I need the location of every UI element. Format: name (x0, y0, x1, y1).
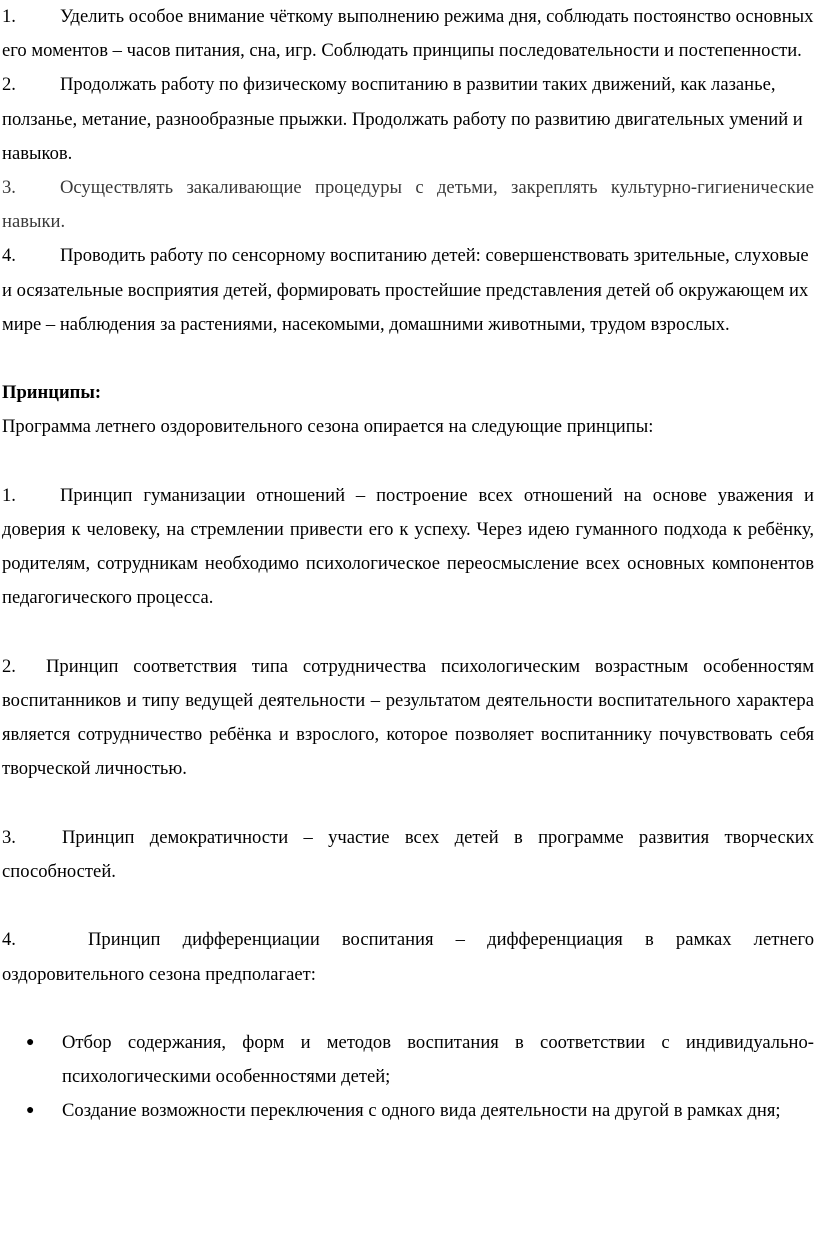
task-number: 4. (2, 245, 16, 267)
task-text: Осуществлять закаливающие процедуры с детьми, закреплять культурно-гигиенические навыки. (2, 177, 814, 233)
bullet-text: Создание возможности переключения с одного вида деятельности на другой в рамках дня; (62, 1100, 781, 1122)
task-number: 3. (2, 177, 16, 199)
task-number: 2. (2, 74, 16, 96)
principle-number: 3. (2, 826, 16, 848)
principle-number: 4. (2, 929, 16, 951)
principle-item (2, 821, 814, 889)
task-number: 1. (2, 6, 16, 27)
task-item (2, 171, 814, 239)
principle-text: Принцип гуманизации отношений – построение всех отношений на основе уважения и доверия к человеку, на стремлении привести его к успеху. Через идею гуманного подхода к ребёнку, родителям, сотрудникам необходимо психологическое переосмысление всех основных компонентов педагогического процесса. (2, 484, 814, 609)
bullet-icon: ● (26, 1103, 35, 1119)
bullet-text: Отбор содержания, форм и методов воспитания в соответствии с индивидуально-психологическими особенностями детей; (62, 1032, 814, 1088)
task-item (2, 0, 814, 68)
task-text: Уделить особое внимание чёткому выполнению режима дня, соблюдать постоянство основных его моментов – часов питания, сна, игр. Соблюдать принципы последовательности и постепенности. (2, 6, 814, 62)
task-text: Проводить работу по сенсорному воспитанию детей: совершенствовать зрительные, слуховые и осязательные восприятия детей, формировать простейшие представления детей об окружающем их мире – наблюдения за растениями, насекомыми, домашними животными, трудом взрослых. (2, 245, 809, 335)
principle-number: 1. (2, 484, 16, 506)
principle-item (2, 479, 814, 616)
bullet-icon: ● (26, 1035, 35, 1050)
principles-heading: Принципы: (2, 382, 102, 404)
bullet-item (2, 1094, 814, 1128)
principle-text: Принцип дифференциации воспитания – дифференциация в рамках летнего оздоровительного сезона предполагает: (2, 929, 814, 985)
task-item (2, 239, 814, 342)
document-page (2, 0, 814, 1129)
task-text: Продолжать работу по физическому воспитанию в развитии таких движений, как лазанье, ползанье, метание, разнообразные прыжки. Продолжать работу по развитию двигательных умений и навыков. (2, 74, 803, 164)
principle-text: Принцип демократичности – участие всех детей в программе развития творческих способностей. (2, 826, 814, 883)
principle-item (2, 923, 814, 991)
principle-text: Принцип соответствия типа сотрудничества психологическим возрастным особенностям воспитанников и типу ведущей деятельности – результатом деятельности воспитательного характера является сотрудничество ребёнка и взрослого, которое позволяет воспитаннику почувствовать себя творческой личностью. (2, 655, 814, 780)
principles-intro: Программа летнего оздоровительного сезона опирается на следующие принципы: (2, 416, 654, 438)
principle-number: 2. (2, 655, 16, 677)
task-item (2, 68, 814, 171)
bullet-item (2, 1026, 814, 1094)
principle-item (2, 650, 814, 787)
